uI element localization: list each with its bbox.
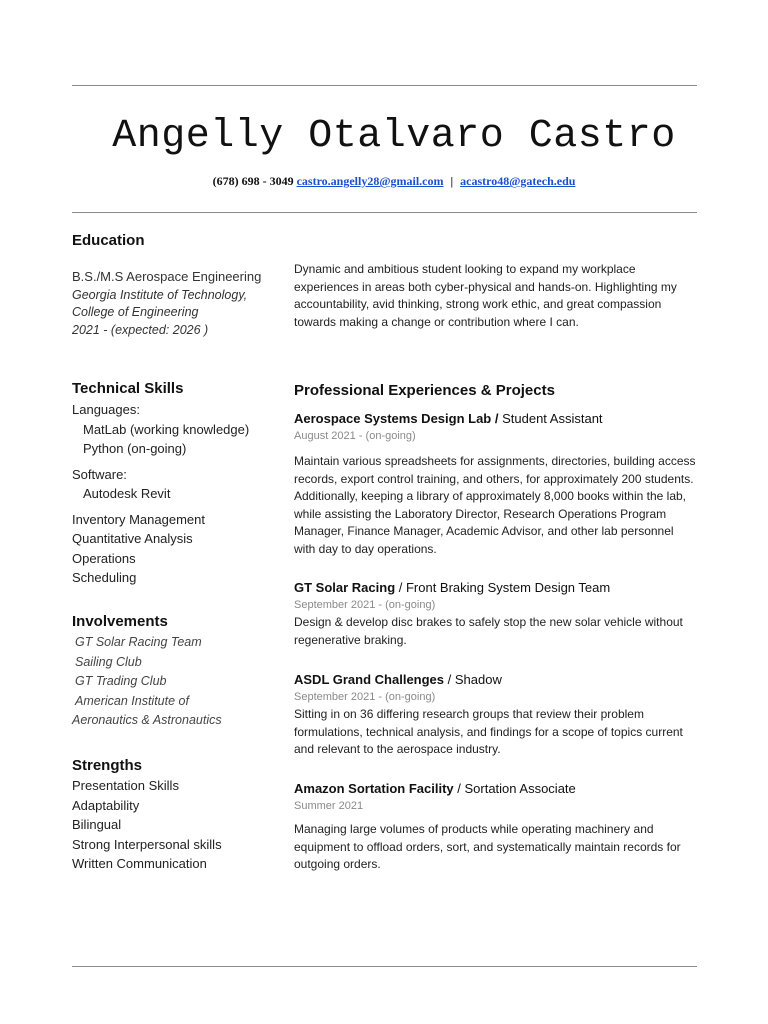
education-section [72,232,272,339]
software-label: Software: [72,466,127,482]
experience-date: August 2021 - (on-going) [294,430,416,442]
involvement-item: Sailing Club [75,654,142,669]
email-link-school[interactable]: acastro48@gatech.edu [460,174,576,188]
experience-heading: Professional Experiences & Projects [294,382,555,399]
email-link-personal[interactable]: castro.angelly28@gmail.com [296,174,444,188]
experience-role: Student Assistant [498,411,603,426]
strength-item: Strong Interpersonal skills [72,836,222,852]
experience-org: ASDL Grand Challenges [294,672,445,687]
experience-role: / Sortation Associate [453,781,576,796]
skill-item: Autodesk Revit [83,486,171,501]
experience-item [294,579,696,649]
header-divider [72,212,697,213]
experience-description: Managing large volumes of products while operating machinery and equipment to offload orders, sort, and systematically maintain records for outgoing orders. [294,822,681,871]
experience-description: Sitting in on 36 differing research groups that review their problem formulations, technical analysis, and findings for a scope of topics current and relevant to the aerospace industry. [294,707,683,756]
experience-item [294,410,696,558]
experience-date: September 2021 - (on-going) [294,599,436,611]
degree: B.S./M.S Aerospace Engineering [72,269,262,284]
experience-org: GT Solar Racing [294,580,396,595]
involvements-heading: Involvements [72,613,168,630]
strength-item: Adaptability [72,797,140,813]
education-dates: 2021 - (expected: 2026 ) [72,322,209,337]
skill-item: Quantitative Analysis [72,531,193,546]
skills-heading: Technical Skills [72,380,184,397]
skills-section [72,380,272,588]
strength-item: Bilingual [72,817,122,832]
summary-text: Dynamic and ambitious student looking to expand my workplace experiences in areas both cyber-physical and hands-on. Highlighting my accountability, avid thinking, strong work ethic, and great compassion towards making a change or contribution where I can. [294,262,677,329]
involvement-item: GT Solar Racing Team [75,635,202,649]
college: College of Engineering [72,305,199,319]
contact-separator: | [450,174,454,188]
experience-date: September 2021 - (on-going) [294,691,436,703]
experience-date: Summer 2021 [294,800,364,812]
skill-item: Operations [72,550,136,566]
strength-item: Presentation Skills [72,778,179,793]
languages-label: Languages: [72,402,140,417]
skill-item: Scheduling [72,570,137,585]
top-divider [72,85,697,86]
summary-section [294,261,696,331]
skill-item: Python (on-going) [83,441,187,456]
involvement-item: GT Trading Club [75,674,167,688]
experience-description: Maintain various spreadsheets for assignments, directories, building access records, export control training, and others, for approximately 200 students. Additionally, keeping a library of approximately 8,000 books within the lab, while assisting the Laboratory Director, Research Operations Program Manager, Finance Manager, Academic Advisor, and other lab personnel with day to day operations. [294,454,696,556]
contact-line [0,174,768,189]
bottom-divider [72,966,697,967]
school: Georgia Institute of Technology, [72,287,248,302]
strengths-heading: Strengths [72,757,143,774]
experience-role: / Front Braking System Design Team [395,580,611,595]
skill-item: MatLab (working knowledge) [83,421,250,437]
strengths-section [72,757,272,874]
experience-org: Amazon Sortation Facility [294,781,454,796]
experience-item [294,671,696,759]
phone-number: (678) 698 - 3049 [212,174,294,188]
strength-item: Written Communication [72,856,207,871]
experience-role: / Shadow [444,672,502,687]
skill-item: Inventory Management [72,511,205,527]
candidate-name: Angelly Otalvaro Castro [112,114,676,159]
involvement-item: Aeronautics & Astronautics [72,713,222,727]
experience-description: Design & develop disc brakes to safely stop the new solar vehicle without regenerative braking. [294,615,683,647]
education-heading: Education [72,232,145,249]
experience-section [294,382,696,399]
experience-item [294,780,696,874]
experience-org: Aerospace Systems Design Lab / [294,411,499,426]
involvement-item: American Institute of [75,693,189,708]
involvements-section [72,613,272,731]
